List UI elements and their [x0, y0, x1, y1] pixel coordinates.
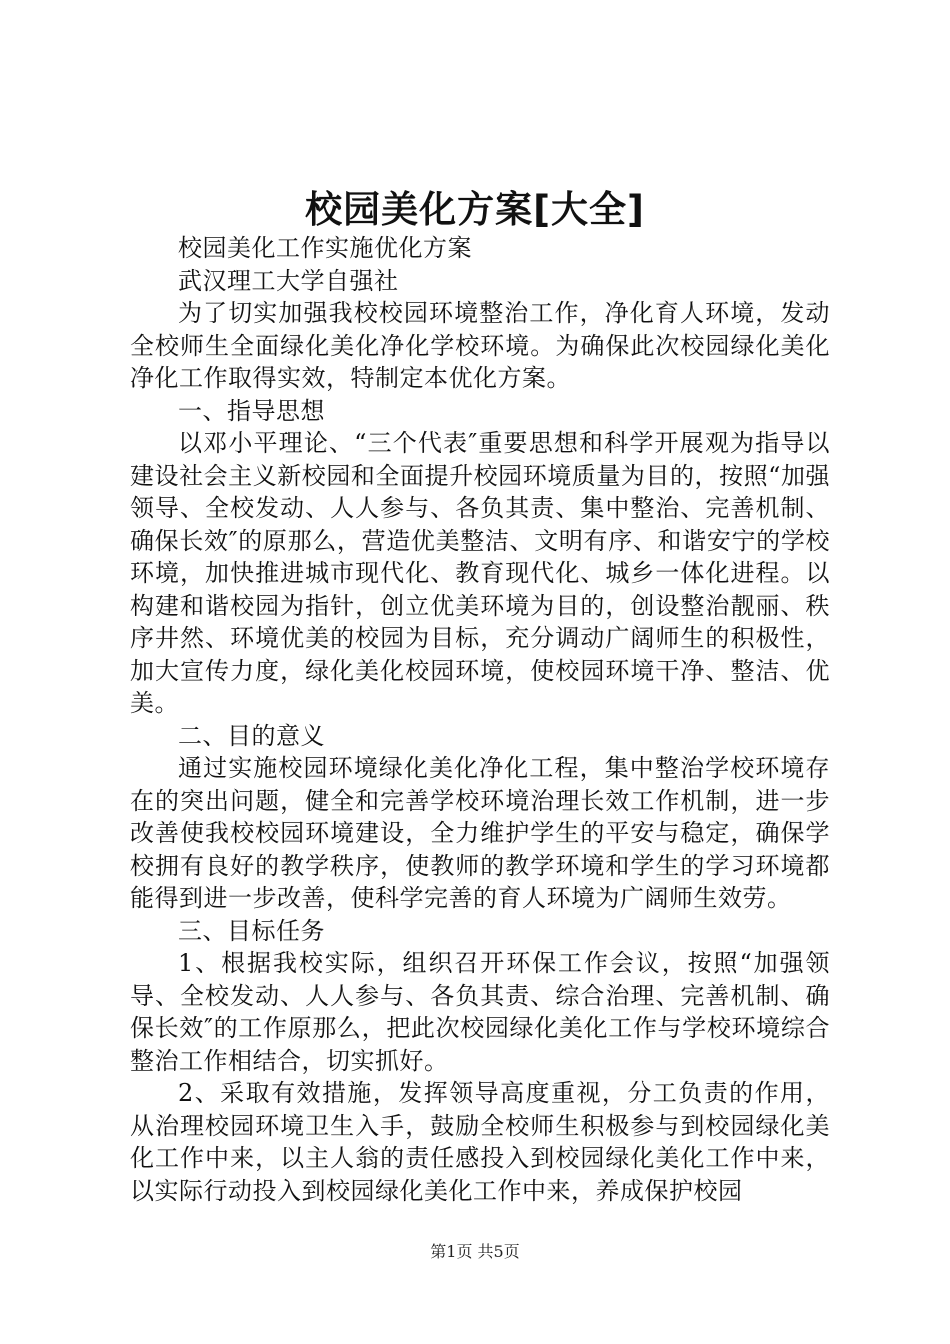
paragraph: 以邓小平理论、“三个代表″重要思想和科学开展观为指导以建设社会主义新校园和全面提升校园环境质量为目的，按照“加强领导、全校发动、人人参与、各负其责、集中整治、完善机制、确保长效″的原那么，营造优美整洁、文明有序、和谐安宁的学校环境，加快推进城市现代化、教育现代化、城乡一体化进程。以构建和谐校园为指针，创立优美环境为目的，创设整治靓丽、秩序井然、环境优美的校园为目标，充分调动广阔师生的积极性，加大宣传力度，绿化美化校园环境，使校园环境干净、整洁、优美。	[130, 429, 830, 717]
paragraph: 1、根据我校实际，组织召开环保工作会议，按照“加强领导、全校发动、人人参与、各负其责、综合治理、完善机制、确保长效″的工作原那么，把此次校园绿化美化工作与学校环境综合整治工作相结合，切实抓好。	[130, 949, 830, 1075]
page-footer: 第1页 共5页	[430, 1242, 520, 1261]
document-body	[130, 232, 830, 1207]
section-heading: 三、目标任务	[178, 916, 325, 945]
section-heading: 一、指导思想	[178, 396, 325, 425]
paragraph: 为了切实加强我校校园环境整治工作，净化育人环境，发动全校师生全面绿化美化净化学校环境。为确保此次校园绿化美化净化工作取得实效，特制定本优化方案。	[130, 299, 830, 392]
paragraph: 通过实施校园环境绿化美化净化工程，集中整治学校环境存在的突出问题，健全和完善学校环境治理长效工作机制，进一步改善使我校校园环境建设，全力维护学生的平安与稳定，确保学校拥有良好的教学秩序，使教师的教学环境和学生的学习环境都能得到进一步改善，使科学完善的育人环境为广阔师生效劳。	[130, 754, 830, 912]
paragraph: 校园美化工作实施优化方案	[178, 234, 472, 262]
page-title: 校园美化方案[大全]	[305, 188, 645, 231]
section-heading: 二、目的意义	[178, 721, 325, 750]
paragraph: 武汉理工大学自强社	[178, 266, 399, 295]
paragraph: 2、采取有效措施，发挥领导高度重视，分工负责的作用，从治理校园环境卫生入手，鼓励全校师生积极参与到校园绿化美化工作中来，以主人翁的责任感投入到校园绿化美化工作中来，以实际行动投入到校园绿化美化工作中来，养成保护校园	[130, 1079, 830, 1205]
